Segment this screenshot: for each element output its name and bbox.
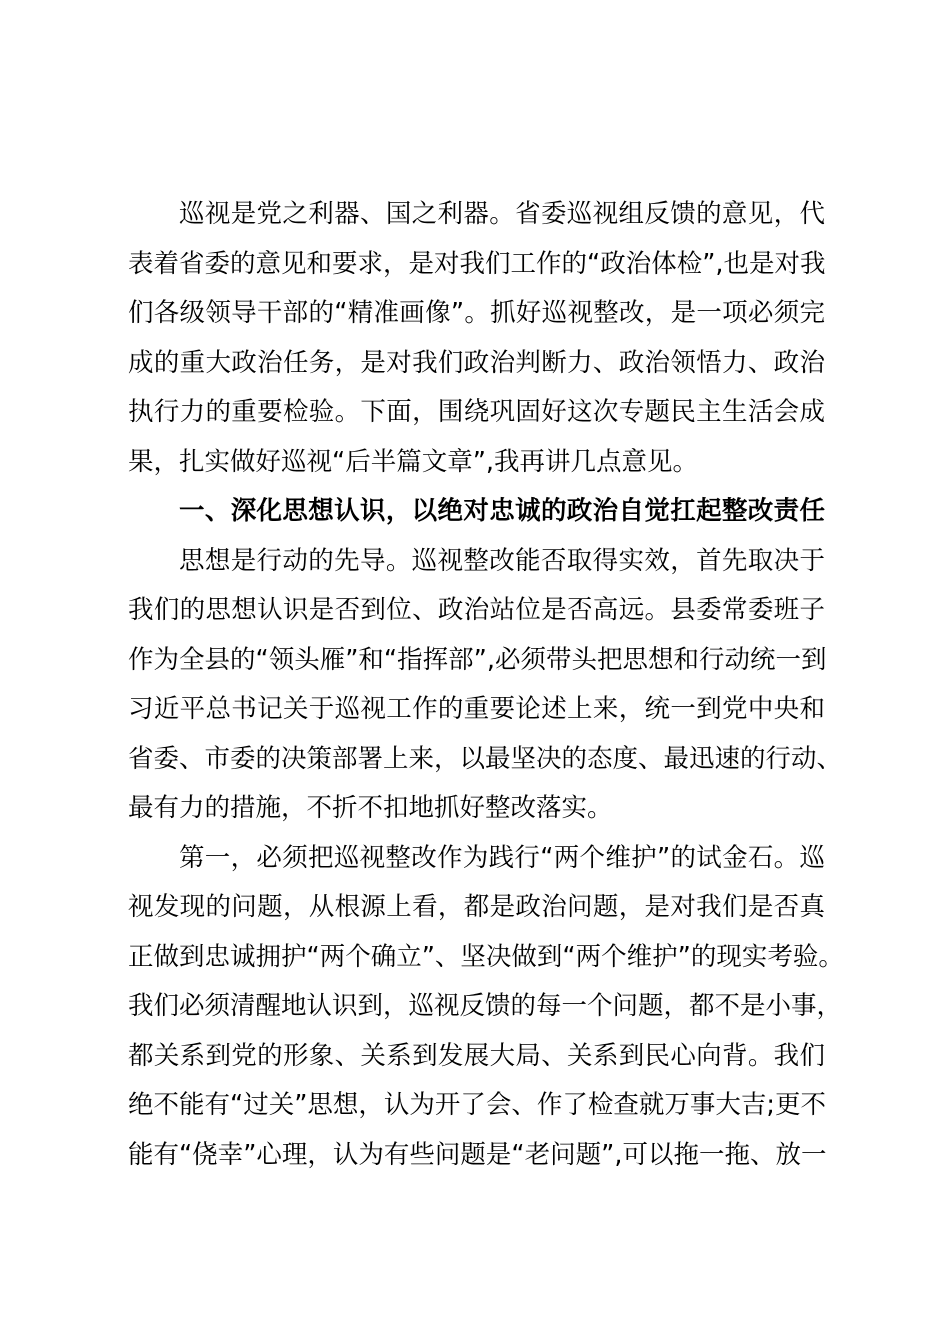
paragraph-line: 都关系到党的形象、关系到发展大局、关系到民心向背。我们 xyxy=(128,1040,825,1071)
paragraph-line: 省委、市委的决策部署上来，以最坚决的态度、最迅速的行动、 xyxy=(128,743,843,774)
paragraph-line: 表着省委的意见和要求，是对我们工作的“政治体检”,也是对我 xyxy=(128,248,826,279)
paragraph-line: 视发现的问题，从根源上看，都是政治问题，是对我们是否真 xyxy=(128,892,825,922)
section-heading: 一、深化思想认识，以绝对忠诚的政治自觉扛起整改责任 xyxy=(179,496,825,526)
paragraph-line: 我们必须清醒地认识到，巡视反馈的每一个问题，都不是小事， xyxy=(128,991,843,1021)
paragraph-line: 巡视是党之利器、国之利器。省委巡视组反馈的意见，代 xyxy=(179,199,825,229)
paragraph-line: 思想是行动的先导。巡视整改能否取得实效，首先取决于 xyxy=(179,545,825,576)
paragraph-line: 我们的思想认识是否到位、政治站位是否高远。县委常委班子 xyxy=(128,595,825,625)
paragraph-line: 们各级领导干部的“精准画像”。抓好巡视整改，是一项必须完 xyxy=(128,298,825,328)
paragraph-line: 绝不能有“过关”思想，认为开了会、作了检查就万事大吉;更不 xyxy=(128,1090,827,1120)
paragraph-line: 成的重大政治任务，是对我们政治判断力、政治领悟力、政治 xyxy=(128,347,825,378)
paragraph-line: 果，扎实做好巡视“后半篇文章”,我再讲几点意见。 xyxy=(128,446,699,477)
paragraph-line: 作为全县的“领头雁”和“指挥部”,必须带头把思想和行动统一到 xyxy=(128,644,827,675)
paragraph-line: 执行力的重要检验。下面，围绕巩固好这次专题民主生活会成 xyxy=(128,397,825,427)
paragraph-line: 正做到忠诚拥护“两个确立”、坚决做到“两个维护”的现实考验。 xyxy=(128,941,844,972)
paragraph-line: 习近平总书记关于巡视工作的重要论述上来，统一到党中央和 xyxy=(128,694,825,724)
paragraph-line: 能有“侥幸”心理，认为有些问题是“老问题”,可以拖一拖、放一 xyxy=(128,1139,827,1170)
document-page xyxy=(128,190,844,1180)
paragraph-line: 第一，必须把巡视整改作为践行“两个维护”的试金石。巡 xyxy=(179,842,825,873)
paragraph-line: 最有力的措施，不折不扣地抓好整改落实。 xyxy=(128,793,613,823)
